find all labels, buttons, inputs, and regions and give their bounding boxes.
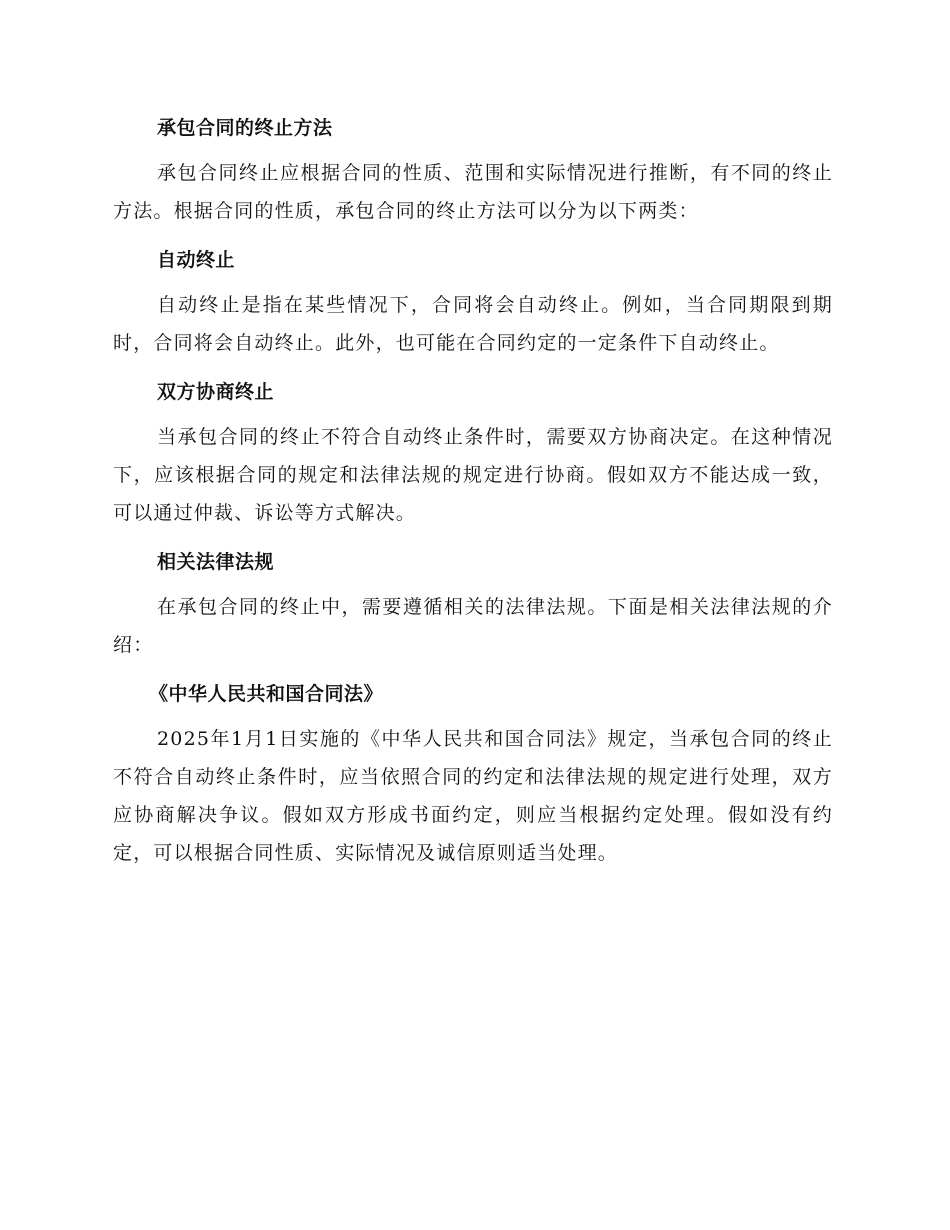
section-paragraph-related-laws: 在承包合同的终止中，需要遵循相关的法律法规。下面是相关法律法规的介绍： xyxy=(113,596,833,656)
section-paragraph-mutual-termination: 当承包合同的终止不符合自动终止条件时，需要双方协商决定。在这种情况下，应该根据合同的规定和法律法规的规定进行协商。假如双方不能达成一致，可以通过仲裁、诉讼等方式解决。 xyxy=(113,426,833,524)
section-paragraph-automatic-termination: 自动终止是指在某些情况下，合同将会自动终止。例如，当合同期限到期时，合同将会自动终止。此外，也可能在合同约定的一定条件下自动终止。 xyxy=(113,294,833,354)
section-paragraph-contract-law: 2025年1月1日实施的《中华人民共和国合同法》规定，当承包合同的终止不符合自动终止条件时，应当依照合同的约定和法律法规的规定进行处理，双方应协商解决争议。假如双方形成书面约定，则应当根据约定处理。假如没有约定，可以根据合同性质、实际情况及诚信原则适当处理。 xyxy=(113,728,833,864)
section-heading-mutual-termination: 双方协商终止 xyxy=(157,381,275,403)
document-body xyxy=(113,108,833,882)
section-paragraph-termination-methods: 承包合同终止应根据合同的性质、范围和实际情况进行推断，有不同的终止方法。根据合同的性质，承包合同的终止方法可以分为以下两类： xyxy=(113,162,833,222)
section-heading-automatic-termination: 自动终止 xyxy=(157,249,236,271)
section-heading-related-laws: 相关法律法规 xyxy=(157,551,275,573)
section-heading-termination-methods: 承包合同的终止方法 xyxy=(157,117,333,139)
section-heading-contract-law: 《中华人民共和国合同法》 xyxy=(149,683,384,705)
